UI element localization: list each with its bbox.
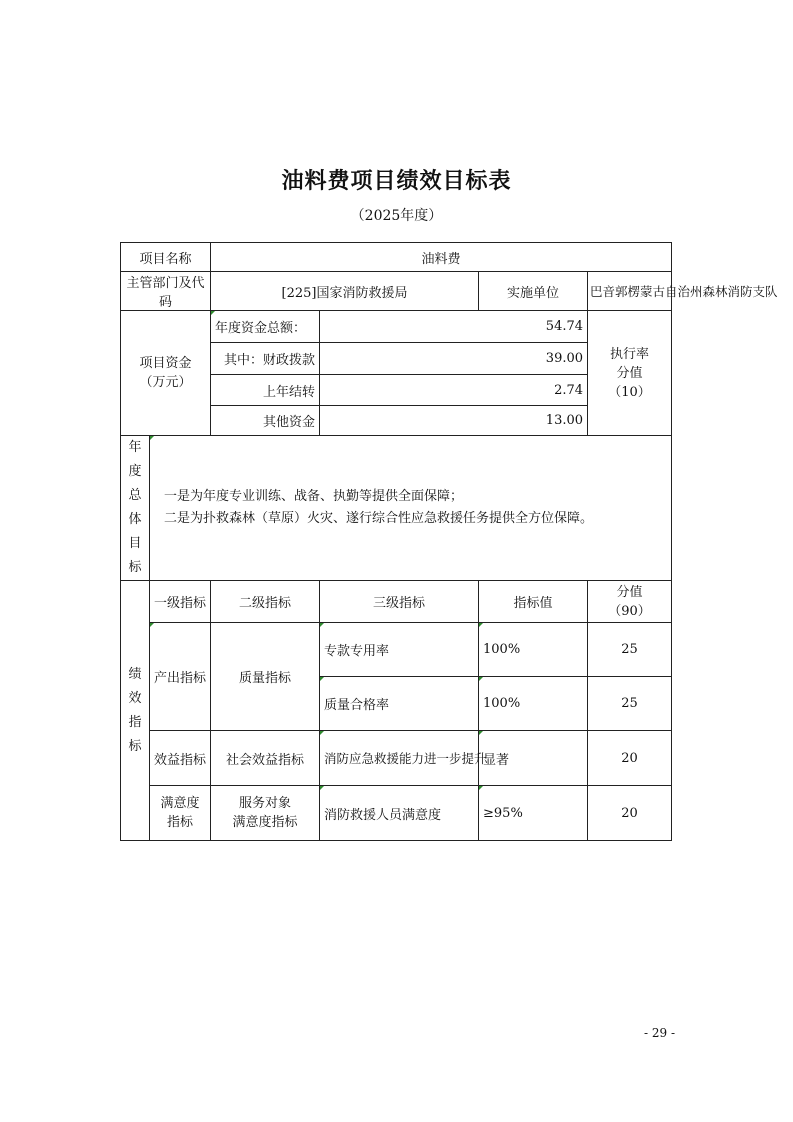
funds-other-value: 13.00 (320, 406, 588, 436)
output-level2: 质量指标 (211, 623, 320, 731)
year-subtitle: （2025年度） (350, 208, 443, 224)
benefit-item-name: 消防应急救援能力进一步提升 (320, 731, 479, 786)
annual-goal-content (150, 436, 672, 581)
goal-label-char: 体 (128, 512, 142, 527)
department-value: [225]国家消防救援局 (211, 272, 479, 311)
department-label: 主管部门及代码 (121, 272, 211, 311)
output-item-score: 25 (588, 677, 672, 731)
annual-goal-label (121, 436, 150, 581)
funds-other-label: 其他资金 (211, 406, 320, 436)
execution-rate-line2: 分值 (616, 365, 643, 381)
header-score-line2: （90） (608, 603, 651, 619)
benefit-item-score: 20 (588, 731, 672, 786)
benefit-level1: 效益指标 (150, 731, 211, 786)
goal-label-char: 总 (128, 488, 142, 503)
header-score (588, 581, 672, 623)
output-level1: 产出指标 (150, 623, 211, 731)
satisfaction-indicator-row (121, 786, 672, 841)
output-item-name: 专款专用率 (320, 623, 479, 677)
funds-fiscal-value: 39.00 (320, 343, 588, 375)
funds-total-label: 年度资金总额： (211, 311, 320, 343)
implementing-unit-label: 实施单位 (479, 272, 588, 311)
output-item-score: 25 (588, 623, 672, 677)
department-row (121, 272, 672, 311)
funds-fiscal-label: 其中：财政拨款 (211, 343, 320, 375)
project-name-row (121, 243, 672, 272)
goal-line: 二是为扑救森林（草原）火灾、遂行综合性应急救援任务提供全方位保障。 (164, 511, 594, 526)
header-level2: 二级指标 (211, 581, 320, 623)
indicator-label-char: 指 (128, 714, 142, 730)
funds-row-total (121, 311, 672, 343)
indicator-label-char: 绩 (128, 666, 142, 682)
indicator-header-row (121, 581, 672, 623)
funds-total-value: 54.74 (320, 311, 588, 343)
benefit-item-value: 显著 (479, 731, 588, 786)
satisfaction-item-value: ≥95% (479, 786, 588, 841)
funds-label-line1: 项目资金 (139, 356, 192, 371)
output-item-value: 100% (479, 677, 588, 731)
execution-rate-line1: 执行率 (610, 346, 650, 362)
output-item-value: 100% (479, 623, 588, 677)
satisfaction-level2-line2: 满意度指标 (232, 815, 298, 830)
goal-line: 一是为年度专业训练、战备、执勤等提供全面保障； (164, 489, 464, 504)
goal-label-char: 年 (128, 440, 142, 455)
satisfaction-level2 (211, 786, 320, 841)
page-title: 油料费项目绩效目标表 (281, 169, 512, 194)
indicator-label-char: 效 (128, 690, 142, 706)
satisfaction-level1 (150, 786, 211, 841)
execution-rate-score (588, 311, 672, 436)
goal-label-char: 标 (128, 560, 142, 575)
satisfaction-level1-line1: 满意度 (160, 796, 200, 811)
header-level1: 一级指标 (150, 581, 211, 623)
annual-goal-row (121, 436, 672, 581)
page-number: - 29 - (643, 1026, 675, 1040)
funds-label-line2: （万元） (139, 375, 192, 390)
header-value: 指标值 (479, 581, 588, 623)
output-item-name: 质量合格率 (320, 677, 479, 731)
funds-carryover-label: 上年结转 (211, 375, 320, 406)
goal-label-char: 目 (128, 536, 142, 551)
output-indicator-row-1 (121, 623, 672, 677)
satisfaction-level1-line2: 指标 (167, 815, 194, 830)
satisfaction-item-name: 消防救援人员满意度 (320, 786, 479, 841)
performance-indicator-label (121, 581, 150, 841)
header-level3: 三级指标 (320, 581, 479, 623)
header-score-line1: 分值 (616, 584, 643, 600)
satisfaction-item-score: 20 (588, 786, 672, 841)
indicator-label-char: 标 (128, 738, 142, 754)
funds-carryover-value: 2.74 (320, 375, 588, 406)
project-name-label: 项目名称 (121, 243, 211, 272)
funds-label (121, 311, 211, 436)
execution-rate-line3: （10） (608, 384, 651, 400)
performance-table (120, 242, 778, 841)
goal-label-char: 度 (128, 464, 142, 479)
benefit-indicator-row (121, 731, 672, 786)
benefit-level2: 社会效益指标 (211, 731, 320, 786)
satisfaction-level2-line1: 服务对象 (239, 796, 292, 811)
implementing-unit-value: 巴音郭楞蒙古自治州森林消防支队 (588, 272, 672, 311)
project-name-value: 油料费 (211, 243, 672, 272)
